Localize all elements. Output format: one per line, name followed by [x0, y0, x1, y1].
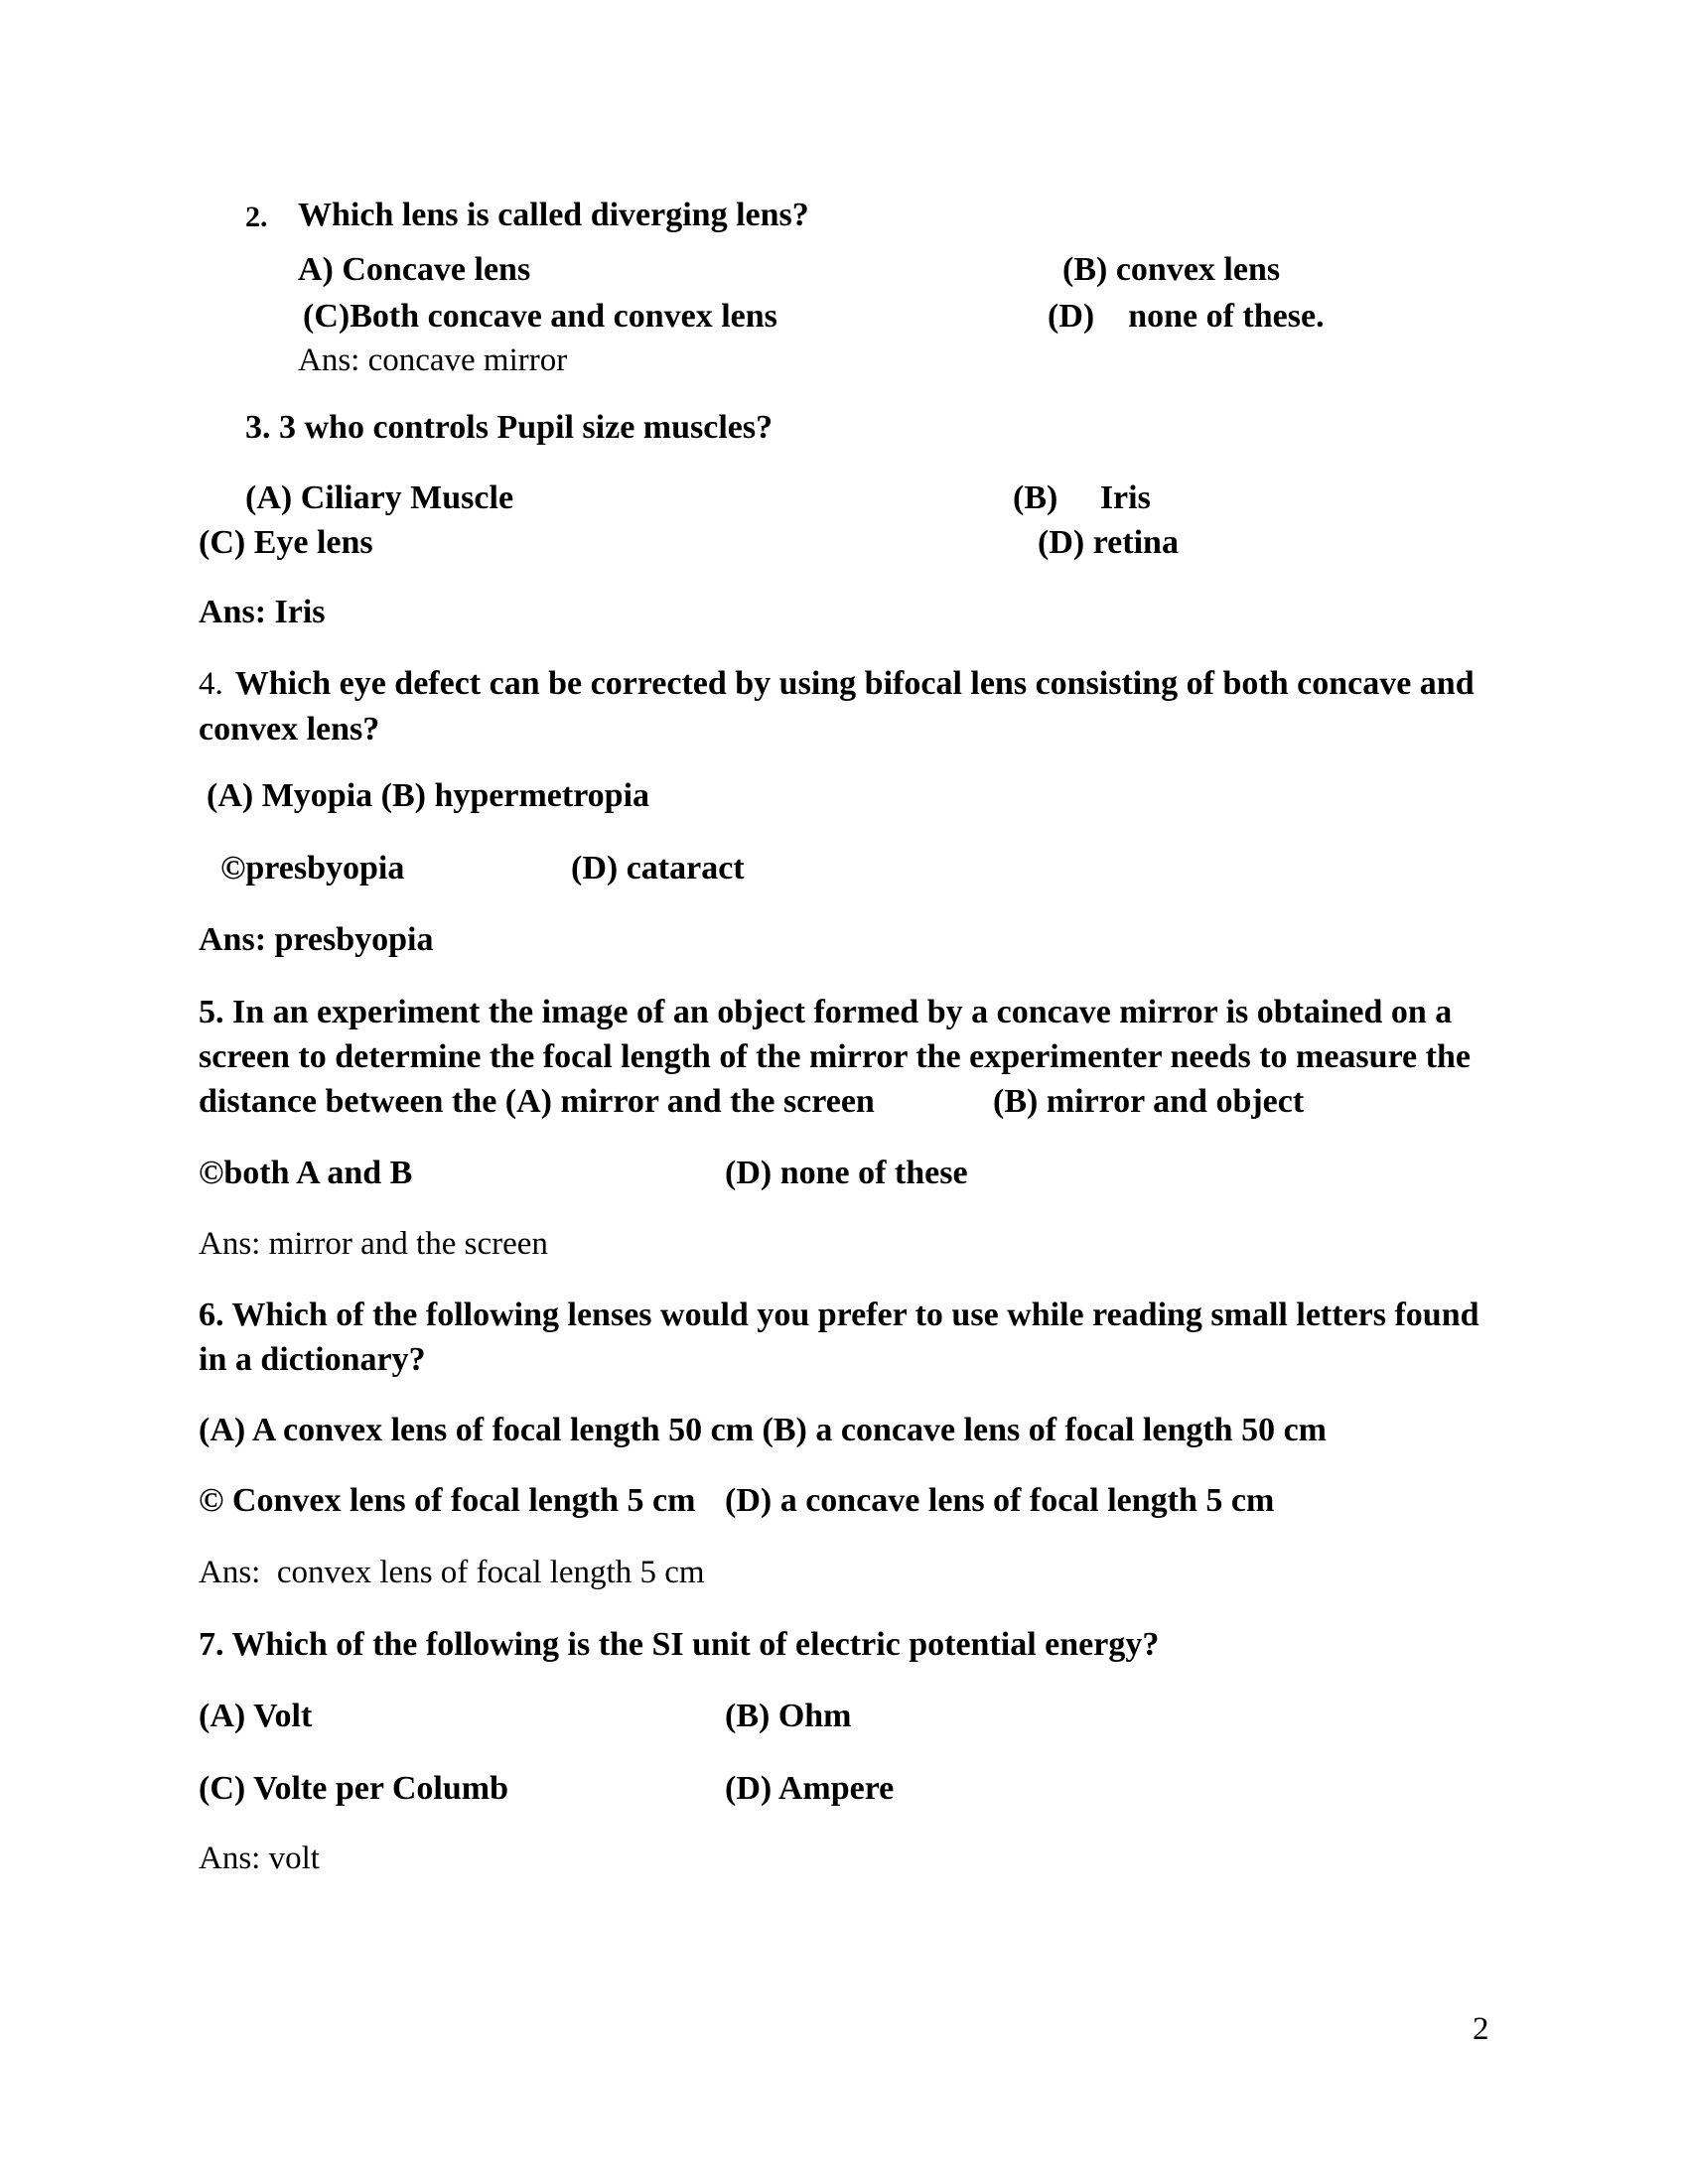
question-6-answer: Ans: convex lens of focal length 5 cm — [199, 1555, 705, 1590]
question-4-prompt-line2: convex lens? — [199, 711, 380, 748]
question-5-option-b: (B) mirror and object — [993, 1083, 1305, 1120]
question-7-prompt: 7. Which of the following is the SI unit of electric potential energy? — [199, 1626, 1160, 1663]
question-3-option-a: (A) Ciliary Muscle — [245, 479, 514, 516]
question-5-prompt-line2: screen to determine the focal length of the mirror the experimenter needs to measure the — [199, 1038, 1471, 1075]
question-2-number: 2. — [245, 201, 268, 233]
question-2-option-d: (D) none of these. — [1048, 298, 1325, 335]
question-3-option-b: (B) Iris — [1013, 479, 1151, 516]
question-6-prompt-line2: in a dictionary? — [199, 1341, 426, 1378]
question-5-answer: Ans: mirror and the screen — [199, 1226, 548, 1262]
question-5-prompt-line3: distance between the (A) mirror and the screen — [199, 1083, 875, 1120]
question-6-prompt-line1: 6. Which of the following lenses would you prefer to use while reading small letters found — [199, 1297, 1479, 1333]
question-2-option-c: (C)Both concave and convex lens — [303, 298, 777, 335]
question-4-option-ab: (A) Myopia (B) hypermetropia — [207, 777, 650, 814]
question-4-number: 4. — [199, 666, 223, 702]
question-3-answer: Ans: Iris — [199, 594, 326, 630]
question-4-option-c: ©presbyopia — [220, 850, 405, 887]
question-3-option-c: (C) Eye lens — [199, 524, 373, 561]
question-7-option-b: (B) Ohm — [725, 1698, 852, 1734]
question-2-option-b: (B) convex lens — [1062, 251, 1281, 288]
question-7-option-c: (C) Volte per Columb — [199, 1770, 508, 1807]
question-3-option-d: (D) retina — [1038, 524, 1179, 561]
question-4-answer: Ans: presbyopia — [199, 921, 434, 958]
question-5-option-c: ©both A and B — [199, 1155, 413, 1191]
question-7-option-d: (D) Ampere — [725, 1770, 895, 1807]
question-2-prompt: Which lens is called diverging lens? — [298, 197, 809, 233]
question-2-answer: Ans: concave mirror — [298, 342, 568, 378]
question-4-prompt-line1: 4. Which eye defect can be corrected by using bifocal lens consisting of both concave and — [199, 665, 1475, 702]
question-5-prompt-line1: 5. In an experiment the image of an object formed by a concave mirror is obtained on a — [199, 994, 1453, 1030]
question-7-answer: Ans: volt — [199, 1841, 320, 1876]
page-number: 2 — [1473, 2011, 1489, 2047]
question-6-option-ab: (A) A convex lens of focal length 50 cm (B) a concave lens of focal length 50 cm — [199, 1412, 1327, 1448]
question-6-option-d: (D) a concave lens of focal length 5 cm — [725, 1482, 1275, 1519]
question-4-option-d: (D) cataract — [571, 850, 745, 887]
question-7-option-a: (A) Volt — [199, 1698, 313, 1734]
question-3-prompt: 3. 3 who controls Pupil size muscles? — [245, 409, 774, 446]
question-6-option-c: © Convex lens of focal length 5 cm — [199, 1482, 696, 1519]
question-2-option-a: A) Concave lens — [298, 251, 531, 288]
question-5-option-d: (D) none of these — [725, 1155, 968, 1191]
